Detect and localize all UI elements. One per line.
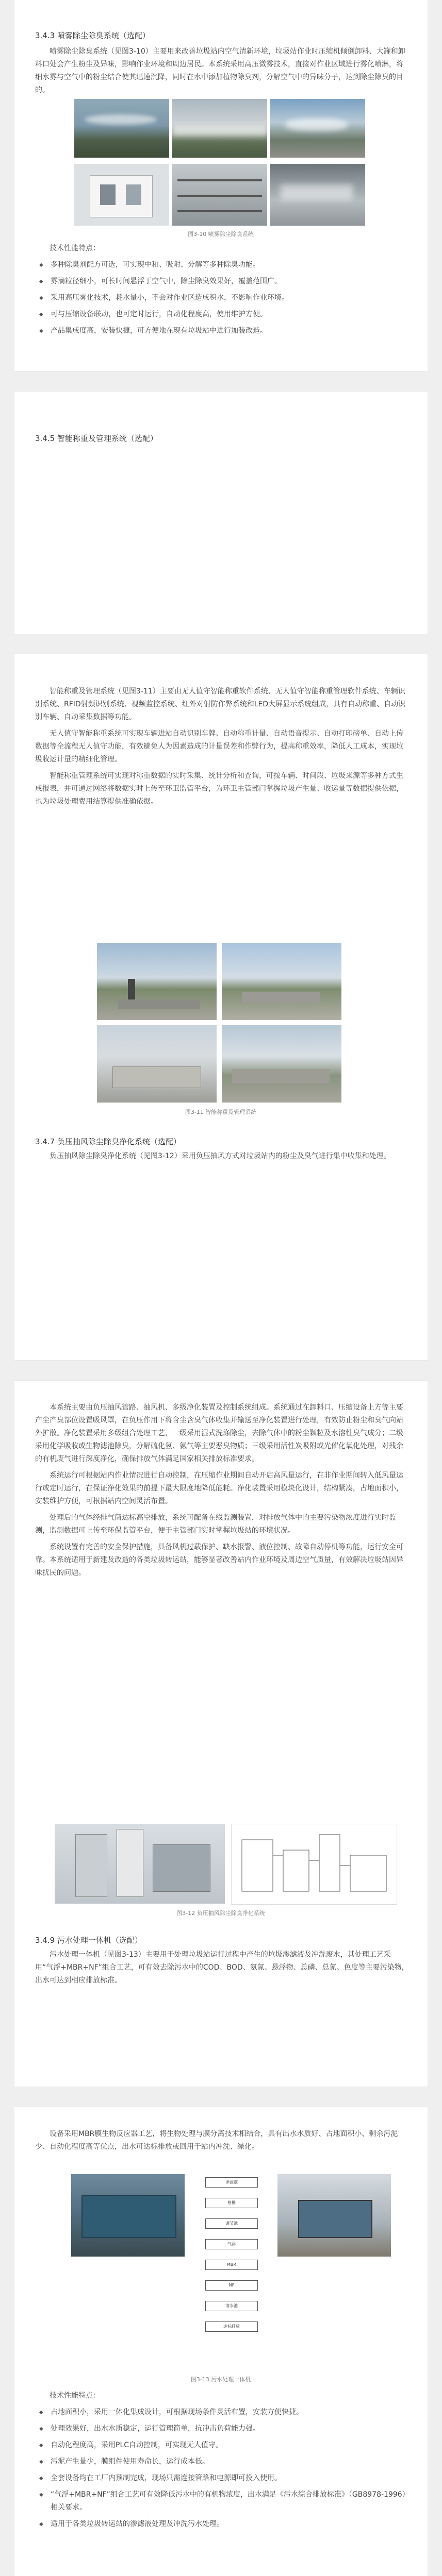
flow-step: 气浮 <box>205 2239 258 2249</box>
section-heading: 3.4.9 污水处理一体机（选配） <box>35 1936 142 1945</box>
heading-wrap <box>35 433 396 444</box>
section-heading: 3.4.7 负压抽风除尘除臭净化系统（选配） <box>35 1137 181 1146</box>
paragraph: 无人值守智能称重系统可实现车辆进站自动识别车牌、自动称重计量、自动语音提示、自动打印磅单、自动上传数据等全流程无人值守功能，有效避免人为因素造成的计量误差和作弊行为，提高称重效率，降低人工成本，实现垃圾收运计量的精细化管理。 <box>35 730 403 764</box>
photo-nozzle-pipes <box>172 164 267 226</box>
features-title: 技术性能特点： <box>50 244 100 252</box>
feature-item: ◆ 产品集成度高，安装快捷，可方便地在现有垃圾站中进行加装改造。 <box>35 325 409 337</box>
body-text <box>35 1948 409 1991</box>
photo-weighbridge-1 <box>97 943 217 1020</box>
photo-spray-machine <box>74 99 169 158</box>
feature-item: ◆ 雾滴粒径细小，可长时间悬浮于空气中，除尘除臭效果好，覆盖范围广。 <box>35 275 409 288</box>
photo-weighbridge-3 <box>97 1025 217 1103</box>
feature-item: ◆ 采用高压雾化技术，耗水量小，不会对作业区造成积水，不影响作业环境。 <box>35 292 409 304</box>
heading-wrap <box>35 1136 396 1147</box>
paragraph: 本系统主要由负压抽风管路、抽风机、多级净化装置及控制系统组成。系统通过在卸料口、压缩设备上方等主要产尘产臭部位设置吸风罩，在负压作用下将含尘含臭气体收集并输送至净化装置进行处理，有效防止粉尘和臭气向站外扩散。净化装置采用多级组合处理工艺，一级采用湿式洗涤除尘，去除气体中的粉尘颗粒及水溶性臭气成分；二级采用化学吸收或生物滤池除臭，分解硫化氢、氨气等主要恶臭物质；三级采用活性炭吸附或光催化氧化处理，对残余的有机废气进行深度净化，确保排放气体满足国家相关排放标准要求。 <box>35 1403 403 1463</box>
photo-spray-outdoor <box>172 99 267 158</box>
features-title: 技术性能特点： <box>50 2392 100 2400</box>
document-page-5 <box>14 2107 428 2576</box>
document-page-1 <box>14 0 428 371</box>
paragraph: 设备采用MBR膜生物反应器工艺，将生物处理与膜分离技术相结合，具有出水水质好、占地面积小、剩余污泥少、自动化程度高等优点，出水可达标排放或回用于站内冲洗、绿化。 <box>35 2130 398 2151</box>
figure-caption: 图3-12 负压抽风除尘除臭净化系统 <box>176 1910 265 1917</box>
diagram-wastewater-flow <box>190 2174 272 2370</box>
photo-wastewater-unit <box>71 2174 185 2257</box>
heading-wrap <box>35 1935 396 1945</box>
paragraph: 喷雾除尘除臭系统（见图3-10）主要用来改善垃圾站内空气清新环境，垃圾站作业时压缩机倾倒卸料、大罐和卸料口处会产生粉尘及异味，影响作业环境和周边居民。本系统采用高压微雾技术，直接对作业区域进行雾化喷淋，将细水雾与空气中的粉尘结合使其迅速沉降，同时在水中添加植物除臭剂，分解空气中的异味分子，达到除尘除臭的目的。 <box>35 47 405 94</box>
body-text <box>35 2128 409 2157</box>
photo-spray-road <box>270 99 365 158</box>
flow-step: MBR <box>205 2260 258 2270</box>
paragraph: 负压抽风除尘除臭净化系统（见图3-12）采用负压抽风方式对垃圾站内的粉尘及臭气进行集中收集和处理。 <box>50 1152 391 1160</box>
section-heading: 3.4.5 智能称重及管理系统（选配） <box>35 434 158 443</box>
features-block <box>35 2389 409 2534</box>
paragraph: 处理后的气体经排气筒达标高空排放，系统可配备在线监测装置，对排放气体中的主要污染物浓度进行实时监测，监测数据可上传至环保监管平台，便于主管部门实时掌握垃圾站的环境状况。 <box>35 1514 396 1535</box>
figure-caption: 图3-13 污水处理一体机 <box>190 2376 251 2383</box>
feature-item: ◆ 适用于各类垃圾转运站的渗滤液处理及冲洗污水处理。 <box>35 2518 409 2531</box>
document-page-3 <box>14 654 428 1360</box>
feature-item: ◆ 多种除臭剂配方可选，可实现中和、吸附、分解等多种除臭功能。 <box>35 259 409 272</box>
photo-purifier-installation <box>55 1824 225 1904</box>
paragraph: 系统运行可根据站内作业情况进行自动控制，在压缩作业期间自动开启高风量运行，在非作业期间转入低风量运行或定时运行，在保证净化效果的前提下最大限度地降低能耗。净化装置采用模块化设计，结构紧凑，占地面积小，安装维护方便，可根据站内空间灵活布置。 <box>35 1471 403 1505</box>
heading-wrap <box>35 30 396 41</box>
features-block <box>35 242 409 341</box>
features-list <box>35 2406 409 2531</box>
photo-indoor-spray <box>270 164 365 226</box>
flow-step: 清水池 <box>205 2301 258 2311</box>
feature-item: ◆ 处理效果好，出水水质稳定，运行管理简单，抗冲击负荷能力强。 <box>35 2422 409 2435</box>
flow-step: 达标排放 <box>205 2321 258 2332</box>
body-text <box>35 1150 409 1166</box>
feature-item: ◆ 全套设备均在工厂内预制完成，现场只需连接管路和电源即可投入使用。 <box>35 2472 409 2485</box>
feature-item: ◆ “气浮+MBR+NF”组合工艺可有效降低污水中的有机物浓度，出水满足《污水综合排放标准》（GB8978-1996）相关要求。 <box>35 2488 409 2514</box>
feature-item: ◆ 自动化程度高，采用PLC自动控制，可实现无人值守。 <box>35 2439 409 2452</box>
document-page-4 <box>14 1381 428 2087</box>
diagram-purifier-schematic <box>231 1824 397 1905</box>
feature-item: ◆ 可与压缩设备联动，也可定时运行，自动化程度高，使用维护方便。 <box>35 308 409 321</box>
section-heading: 3.4.3 喷雾除尘除臭系统（选配） <box>35 31 150 40</box>
features-list <box>35 259 409 337</box>
flow-step: 调节池 <box>205 2218 258 2229</box>
photo-weighbridge-2 <box>222 943 341 1020</box>
flow-step: 渗滤液 <box>205 2177 258 2188</box>
paragraph: 智能称重管理系统可实现对称重数据的实时采集、统计分析和查询，可按车辆、时间段、垃圾来源等多种方式生成报表，并可通过网络将数据实时上传至环卫监管平台，为环卫主管部门掌握垃圾产生量、收运量等数据提供依据，也为垃圾处理费用结算提供准确依据。 <box>35 772 403 806</box>
figure-caption: 图3-10 喷雾除尘除臭系统 <box>188 231 254 238</box>
document-page-2 <box>14 392 428 634</box>
photo-weighbridge-4 <box>222 1025 341 1103</box>
paragraph: 系统设置有完善的安全保护措施，具备风机过载保护、缺水报警、液位控制、故障自动停机等功能，运行安全可靠。本系统适用于新建及改造的各类垃圾转运站，能够显著改善站内作业环境及周边空气质量，有效解决垃圾站因异味扰民的问题。 <box>35 1543 403 1577</box>
body-text <box>35 685 409 812</box>
flow-step: 格栅 <box>205 2198 258 2208</box>
purifier-schematic-svg <box>232 1824 397 1904</box>
figure-caption: 图3-11 智能称重及管理系统 <box>185 1109 257 1115</box>
body-text <box>35 45 409 100</box>
paragraph: 污水处理一体机（见图3-13）主要用于处理垃圾站运行过程中产生的垃圾渗滤液及冲洗废水，其处理工艺采用“气浮+MBR+NF”组合工艺，可有效去除污水中的COD、BOD、氨氮、悬浮物、总磷、总氮、色度等主要污染物，出水可达到相应排放标准。 <box>35 1951 409 1985</box>
flow-step: NF <box>205 2280 258 2291</box>
feature-item: ◆ 污泥产生量少，膜组件使用寿命长，运行成本低。 <box>35 2455 409 2468</box>
photo-wastewater-tank <box>277 2174 391 2257</box>
body-text <box>35 1401 409 1583</box>
photo-equipment-cabinet <box>74 164 169 226</box>
paragraph: 智能称重及管理系统（见图3-11）主要由无人值守智能称重软件系统、无人值守智能称重管理软件系统、车辆识别系统、RFID射频识别系统、视频监控系统、红外对射防作弊系统和LED大屏显示系统组成，具有自动称重、自动识别车辆、自动采集数据等功能。 <box>35 687 406 721</box>
feature-item: ◆ 占地面积小，采用一体化集成设计，可根据现场条件灵活布置，安装方便快捷。 <box>35 2406 409 2419</box>
